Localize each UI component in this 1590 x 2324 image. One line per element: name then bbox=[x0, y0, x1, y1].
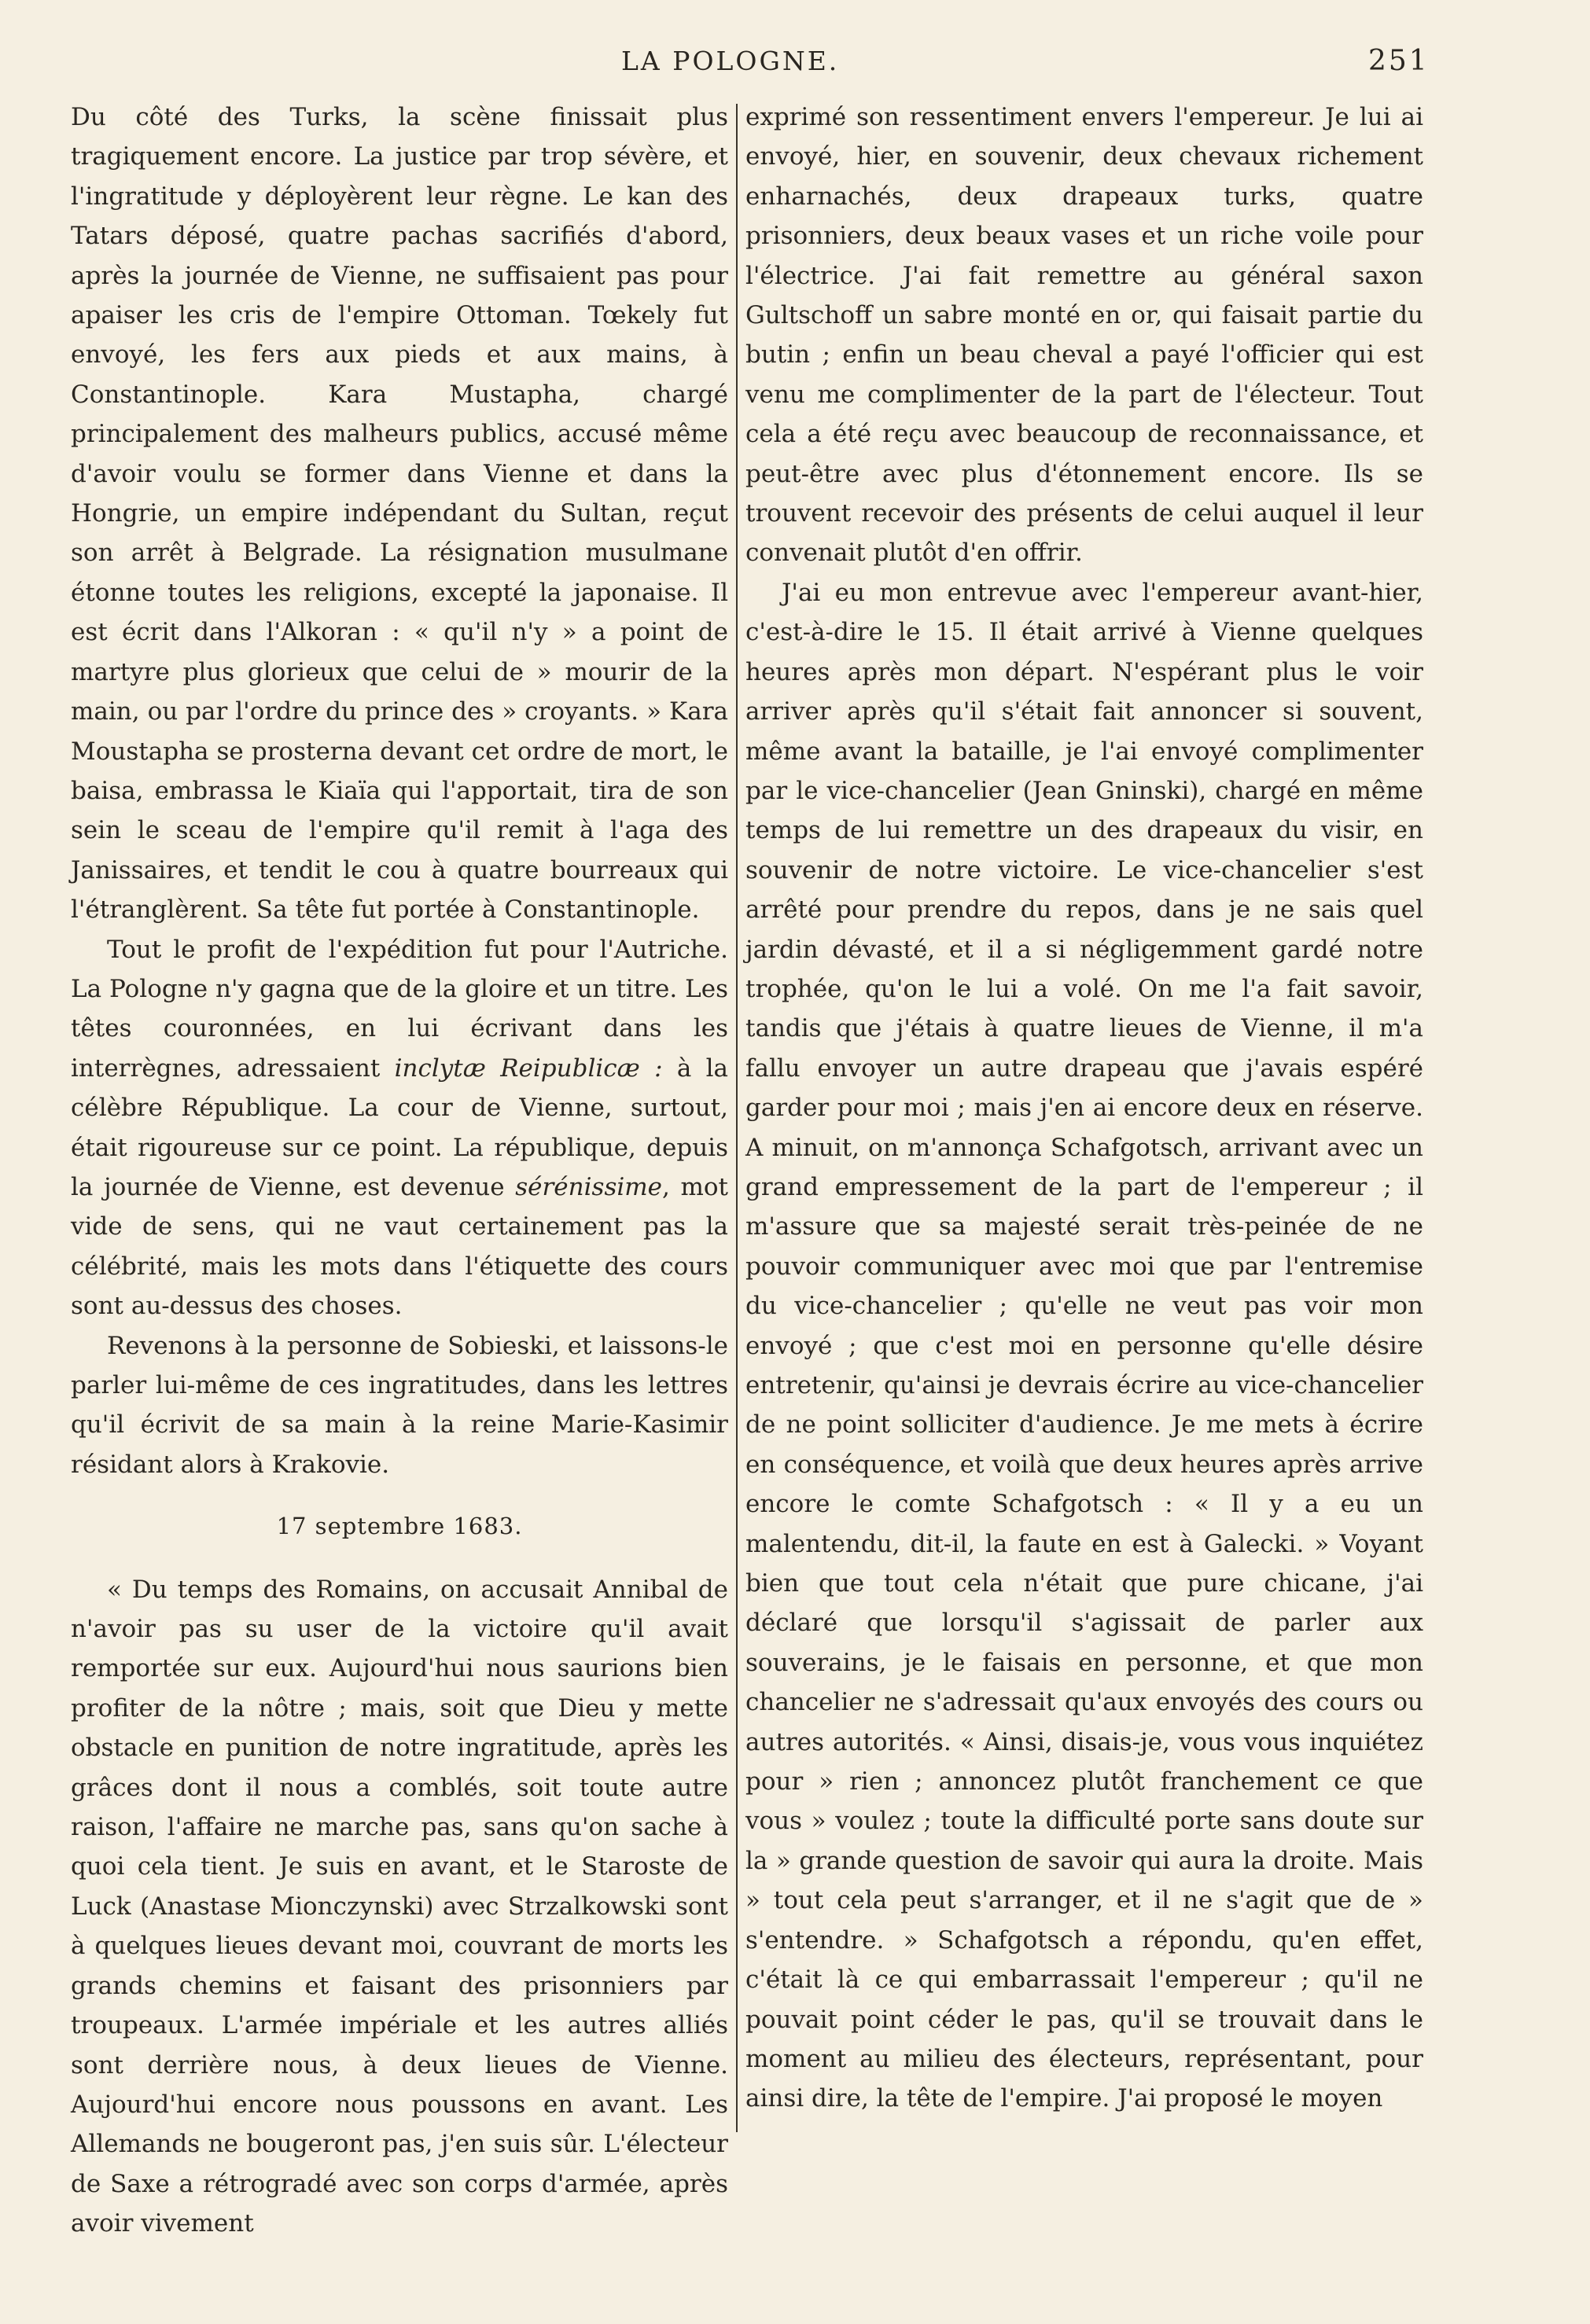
letter-dateline: 17 septembre 1683. bbox=[276, 1513, 523, 1540]
right-column bbox=[745, 97, 1423, 2119]
paragraph-letter: « Du temps des Romains, on accusait Annibal de n'avoir pas su user de la victoire qu'il avait remportée sur eux. Aujourd'hui nous saurions bien profiter de la nôtre ; mais, soit que Dieu y mette obstacle en punition de notre ingratitude, après les grâces dont il nous a comblés, soit toute autre raison, l'affaire ne marche pas, sans qu'on sache à quoi cela tient. Je suis en avant, et le Staroste de Luck (Anastase Mionczynski) avec Strzalkowski sont à quelques lieues devant moi, couvrant de morts les grands chemins et faisant des prisonniers par troupeaux. L'armée impériale et les autres alliés sont derrière nous, à deux lieues de Vienne. Aujourd'hui encore nous poussons en avant. Les Allemands ne bougeront pas, j'en suis sûr. L'électeur de Saxe a rétrogradé avec son corps d'armée, après avoir vivement bbox=[71, 1575, 728, 2238]
column-divider bbox=[736, 104, 738, 2132]
paragraph-turks: Du côté des Turks, la scène finissait plus tragiquement encore. La justice par trop sévère, et l'ingratitude y déployèrent leur règne. Le kan des Tatars déposé, quatre pachas sacrifiés d'abord, après la journée de Vienne, ne suffisaient pas pour apaiser les cris de l'empire Ottoman. Tœkely fut envoyé, les fers aux pieds et aux mains, à Constantinople. Kara Mustapha, chargé principalement des malheurs publics, accusé même d'avoir voulu se former dans Vienne et dans la Hongrie, un empire indépendant du Sultan, reçut son arrêt à Belgrade. La résignation musulmane étonne toutes les religions, excepté la japonaise. Il est écrit dans l'Alkoran : « qu'il n'y » a point de martyre plus glorieux que celui de » mourir de la main, ou par l'ordre du prince des » croyants. » Kara Moustapha se prosterna devant cet ordre de mort, le baisa, embrassa le Kiaïa qui l'apportait, tira de son sein le sceau de l'empire qu'il remit à l'aga des Janissaires, et tendit le cou à quatre bourreaux qui l'étranglèrent. Sa tête fut portée à Constantinople. bbox=[71, 103, 728, 925]
running-head bbox=[0, 46, 1590, 77]
page-number: 251 bbox=[1368, 45, 1430, 77]
running-title: LA POLOGNE. bbox=[621, 46, 840, 76]
paragraph-text: Tout le profit de l'expédition fut pour l'Autriche. La Pologne n'y gagna que de la gloire et un titre. Les têtes couronnées, en lui écrivant dans les interrègnes, adressaient bbox=[71, 935, 728, 1083]
paragraph-sobieski: Revenons à la personne de Sobieski, et laissons-le parler lui-même de ces ingratitudes, dans les lettres qu'il écrivit de sa main à la reine Marie-Kasimir résidant alors à Krakovie. bbox=[71, 1331, 728, 1479]
latin-phrase: inclytæ Reipublicæ : bbox=[394, 1054, 663, 1083]
left-column bbox=[71, 97, 728, 2244]
paragraph-text: à la célèbre République. La cour de Vienne, surtout, était rigoureuse sur ce point. La république, depuis la journée de Vienne, est devenue bbox=[71, 1054, 728, 1201]
italic-word: sérénissime bbox=[515, 1172, 663, 1201]
paragraph-autriche bbox=[71, 930, 728, 1326]
paragraph-text: , mot vide de sens, qui ne vaut certainement pas la célébrité, mais les mots dans l'étiquette des cours sont au-dessus des choses. bbox=[71, 1172, 728, 1321]
paragraph-entrevue: J'ai eu mon entrevue avec l'empereur avant-hier, c'est-à-dire le 15. Il était arrivé à Vienne quelques heures après mon départ. N'espérant plus le voir arriver après qu'il s'était fait annoncer si souvent, même avant la bataille, je l'ai envoyé complimenter par le vice-chancelier (Jean Gninski), chargé en même temps de lui remettre un des drapeaux du visir, en souvenir de notre victoire. Le vice-chancelier s'est arrêté pour prendre du repos, dans je ne sais quel jardin dévasté, et il a si négligemment gardé notre trophée, qu'on le lui a volé. On me l'a fait savoir, tandis que j'étais à quatre lieues de Vienne, il m'a fallu envoyer un autre drapeau que j'avais espéré garder pour moi ; mais j'en ai encore deux en réserve. A minuit, on m'annonça Schafgotsch, arrivant avec un grand empressement de la part de l'empereur ; il m'assure que sa majesté serait très-peinée de ne pouvoir communiquer avec moi que par l'entremise du vice-chancelier ; qu'elle ne veut pas voir mon envoyé ; que c'est moi en personne qu'elle désire entretenir, qu'ainsi je devrais écrire au vice-chancelier de ne point solliciter d'audience. Je me mets à écrire en conséquence, et voilà que deux heures après arrive encore le comte Schafgotsch : « Il y a eu un malentendu, dit-il, la faute en est à Galecki. » Voyant bien que tout cela n'était que pure chicane, j'ai déclaré que lorsqu'il s'agissait de parler aux souverains, je le faisais en personne, et que mon chancelier ne s'adressait qu'aux envoyés des cours ou autres autorités. « Ainsi, disais-je, vous vous inquiétez pour » rien ; annoncez plutôt franchement ce que vous » voulez ; toute la difficulté porte sans doute sur la » grande question de savoir qui aura la droite. Mais » tout cela peut s'arranger, et il ne s'agit que de » s'entendre. » Schafgotsch a répondu, qu'en effet, c'était là ce qui embarrassait l'empereur ; qu'il ne pouvait point céder le pas, qu'il se trouvait dans le moment au milieu des électeurs, représentant, pour ainsi dire, la tête de l'empire. J'ai proposé le moyen bbox=[745, 578, 1423, 2113]
paragraph-letter-continued: exprimé son ressentiment envers l'empereur. Je lui ai envoyé, hier, en souvenir, deux chevaux richement enharnachés, deux drapeaux turks, quatre prisonniers, deux beaux vases et un riche voile pour l'électrice. J'ai fait remettre au général saxon Gultschoff un sabre monté en or, qui faisait partie du butin ; enfin un beau cheval a payé l'officier qui est venu me complimenter de la part de l'électeur. Tout cela a été reçu avec beaucoup de reconnaissance, et peut-être avec plus d'étonnement encore. Ils se trouvent recevoir des présents de celui auquel il leur convenait plutôt d'en offrir. bbox=[745, 103, 1423, 568]
